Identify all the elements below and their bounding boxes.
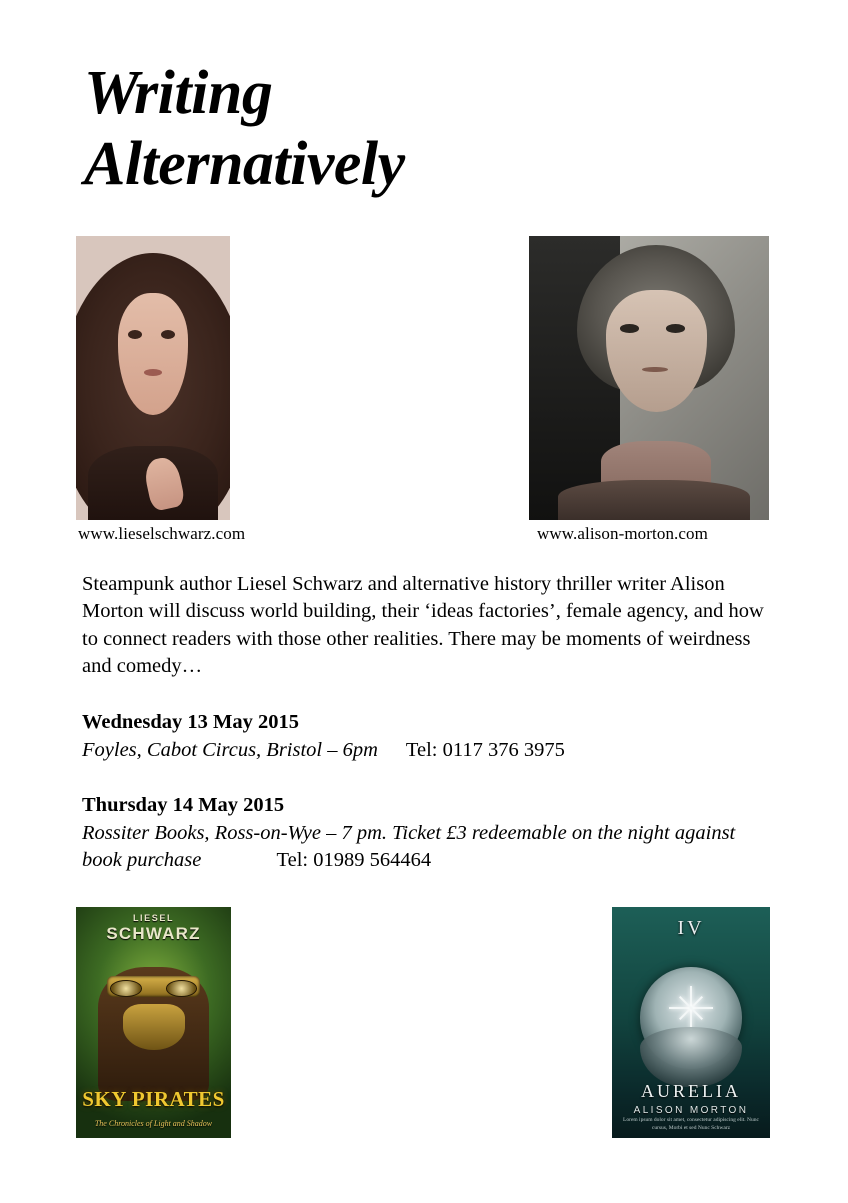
page-title	[84, 58, 724, 201]
event-details	[82, 820, 772, 875]
cover-title: AURELIA	[641, 1081, 741, 1101]
event-date: Thursday 14 May 2015	[82, 794, 285, 816]
portrait-body	[558, 480, 750, 520]
portrait-liesel-schwarz	[76, 236, 230, 520]
event-phone: Tel: 01989 564464	[276, 849, 432, 872]
cover-author-name	[76, 913, 231, 944]
portrait-alison-morton	[529, 236, 769, 520]
cover-author-first: LIESEL	[132, 913, 175, 923]
event-venue: Foyles, Cabot Circus, Bristol – 6pm	[82, 738, 378, 761]
portrait-eye-right	[666, 324, 685, 333]
breathing-mask-icon	[123, 1004, 185, 1050]
event-phone: Tel: 0117 376 3975	[405, 738, 565, 761]
event-venue: Rossiter Books, Ross-on-Wye – 7 pm. Ticket £3 redeemable on the night against book purchase	[82, 821, 736, 872]
event-entry-2	[82, 791, 772, 875]
event-entry-1	[82, 708, 772, 764]
goggle-lens-left-icon	[110, 980, 141, 997]
cover-tagline: Lorem ipsum dolor sit amet, consectetur adipiscing elit. Nunc cursus, Morbi et sed Nunc Schwarz	[623, 1117, 759, 1131]
portrait-eye-right	[161, 330, 175, 339]
goggle-lens-right-icon	[166, 980, 197, 997]
title-line-1: Writing	[84, 59, 273, 127]
cover-author-name: ALISON MORTON	[633, 1105, 749, 1116]
book-cover-aurelia	[612, 907, 770, 1138]
cover-subtitle: The Chronicles of Light and Shadow	[94, 1119, 213, 1128]
event-details	[82, 737, 772, 765]
event-date: Wednesday 13 May 2015	[82, 711, 299, 733]
portrait-eye-left	[620, 324, 639, 333]
book-cover-sky-pirates	[76, 907, 231, 1138]
title-line-2: Alternatively	[84, 130, 405, 199]
portrait-eye-left	[128, 330, 142, 339]
website-alison-morton[interactable]: www.alison-morton.com	[537, 524, 708, 543]
cover-series-number: IV	[677, 917, 705, 939]
event-description: Steampunk author Liesel Schwarz and alternative history thriller writer Alison Morton will discuss world building, their ‘ideas factories’, female agency, and how to connect readers with those other realities. There may be moments of weirdness and comedy…	[82, 573, 764, 677]
cover-title: SKY PIRATES	[82, 1087, 225, 1111]
website-liesel-schwarz[interactable]: www.lieselschwarz.com	[78, 524, 246, 543]
cover-author-last: SCHWARZ	[106, 924, 201, 943]
